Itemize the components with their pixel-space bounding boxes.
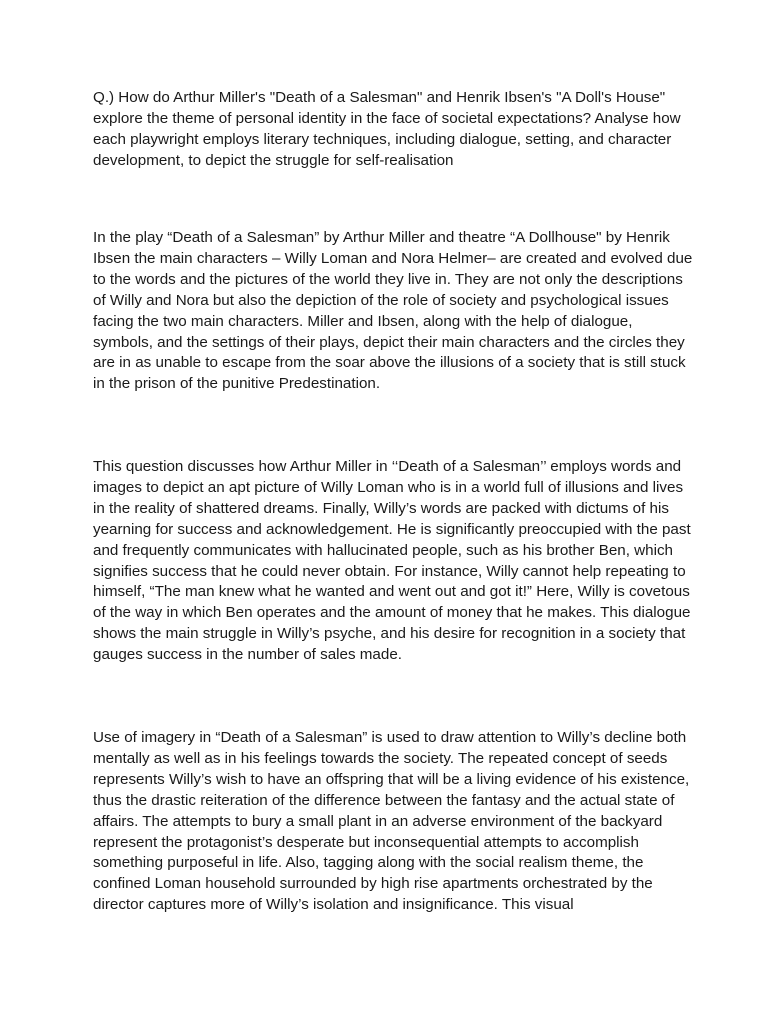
essay-question: Q.) How do Arthur Miller's "Death of a Salesman" and Henrik Ibsen's "A Doll's House" explore the theme of personal identity in the face of societal expectations? Analyse how each playwright employs literary techniques, including dialogue, setting, and character development, to depict the struggle for self-realisation xyxy=(93,89,681,169)
paragraph-introduction: In the play “Death of a Salesman” by Arthur Miller and theatre “A Dollhouse" by Henrik Ibsen the main characters – Willy Loman and Nora Helmer– are created and evolved due to the words and the pictures of the world they live in. They are not only the descriptions of Willy and Nora but also the depiction of the role of society and psychological issues facing the two main characters. Miller and Ibsen, along with the help of dialogue, symbols, and the settings of their plays, depict their main characters and the circles they are in as unable to escape from the soar above the illusions of a society that is still stuck in the prison of the punitive Predestination. xyxy=(93,229,693,393)
paragraph-imagery-analysis: Use of imagery in “Death of a Salesman” is used to draw attention to Willy’s decline both mentally as well as in his feelings towards the society. The repeated concept of seeds represents Willy’s wish to have an offspring that will be a living evidence of his existence, thus the drastic reiteration of the difference between the fantasy and the actual state of affairs. The attempts to bury a small plant in an adverse environment of the backyard represent the protagonist’s desperate but inconsequential attempts to accomplish something purposeful in life. Also, tagging along with the social realism theme, the confined Loman household surrounded by high rise apartments orchestrated by the director captures more of Willy’s isolation and insignificance. This visual xyxy=(93,729,690,914)
paragraph-dialogue-analysis: This question discusses how Arthur Miller in ‘‘Death of a Salesman’’ employs words and images to depict an apt picture of Willy Loman who is in a world full of illusions and lives in the reality of shattered dreams. Finally, Willy’s words are packed with dictums of his yearning for success and acknowledgement. He is significantly preoccupied with the past and frequently communicates with hallucinated people, such as his brother Ben, which signifies success that he could never obtain. For instance, Willy cannot help repeating to himself, “The man knew what he wanted and went out and got it!” Here, Willy is covetous of the way in which Ben operates and the amount of money that he makes. This dialogue shows the main struggle in Willy’s psyche, and his desire for recognition in a society that gauges success in the number of sales made. xyxy=(93,458,691,664)
